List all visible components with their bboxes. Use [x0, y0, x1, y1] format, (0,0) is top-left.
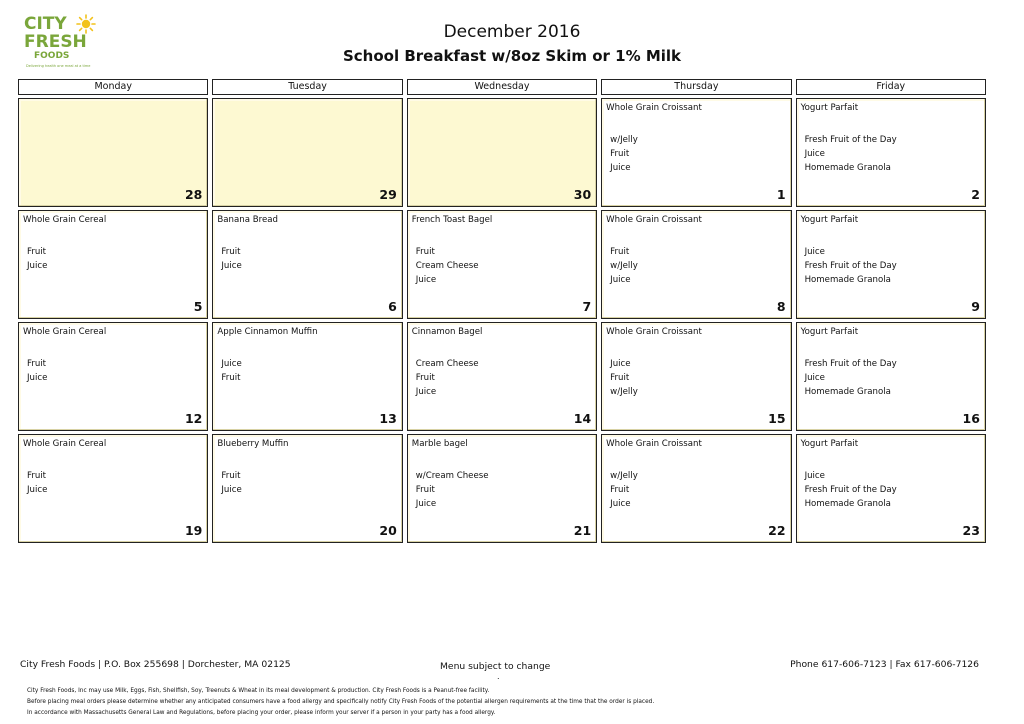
main-dish: Banana Bread: [217, 215, 278, 225]
side-item: Juice: [221, 485, 242, 496]
side-items: [27, 245, 47, 273]
contact-phone-fax: Phone 617-606-7123 | Fax 617-606-7126: [790, 659, 979, 670]
date-number: 19: [184, 523, 203, 538]
week-row: [18, 98, 986, 207]
main-dish: Whole Grain Croissant: [606, 103, 702, 113]
side-items: [416, 245, 479, 288]
side-item: Fresh Fruit of the Day: [804, 359, 897, 369]
date-number: 8: [776, 299, 786, 314]
week-row: [18, 210, 986, 319]
side-item: Juice: [610, 499, 631, 510]
side-item: Juice: [804, 247, 825, 257]
weekday-header-friday: Friday: [796, 79, 986, 95]
main-dish: Yogurt Parfait: [800, 327, 859, 337]
side-items: [221, 245, 241, 273]
day-cell-thursday: [601, 210, 791, 319]
side-items: [805, 133, 897, 176]
date-number: 9: [971, 299, 980, 314]
main-dish: Whole Grain Cereal: [23, 327, 107, 337]
date-number: 23: [962, 523, 980, 538]
side-item: Fresh Fruit of the Day: [804, 135, 897, 145]
day-cell-thursday: [601, 434, 791, 543]
day-cell-tuesday: [212, 210, 402, 319]
main-dish: Blueberry Muffin: [217, 439, 289, 449]
side-items: [221, 469, 241, 497]
side-item: w/Jelly: [610, 387, 638, 398]
side-item: Cream Cheese: [415, 359, 479, 369]
side-items: [805, 245, 897, 288]
side-item: Fruit: [221, 247, 241, 257]
date-number: 13: [379, 411, 397, 426]
date-number: 1: [776, 187, 786, 202]
date-number: 5: [193, 299, 203, 314]
day-cell-friday: [796, 322, 986, 431]
day-cell-tuesday: [212, 434, 402, 543]
main-dish: French Toast Bagel: [411, 215, 493, 225]
allergen-disclaimer: [27, 686, 654, 719]
side-item: Fresh Fruit of the Day: [804, 485, 897, 496]
side-item: Fruit: [221, 373, 241, 384]
main-dish: Whole Grain Croissant: [606, 439, 702, 449]
side-items: [610, 357, 638, 400]
side-item: Fruit: [610, 485, 630, 496]
weekday-header-tuesday: Tuesday: [212, 79, 402, 95]
date-number: 15: [768, 411, 786, 426]
week-row: [18, 434, 986, 543]
side-item: Juice: [804, 471, 825, 481]
date-number: 14: [573, 411, 592, 426]
main-dish: Apple Cinnamon Muffin: [217, 327, 318, 337]
side-item: Juice: [415, 275, 437, 286]
date-number: 20: [379, 523, 397, 538]
side-items: [27, 357, 47, 385]
date-number: 21: [573, 523, 592, 538]
company-address: City Fresh Foods | P.O. Box 255698 | Dorchester, MA 02125: [20, 659, 291, 670]
side-item: Fruit: [610, 247, 630, 257]
date-number: 22: [768, 523, 786, 538]
date-number: 30: [573, 187, 592, 202]
side-item: Juice: [415, 387, 437, 398]
day-cell-friday: [796, 210, 986, 319]
side-item: Fruit: [27, 359, 47, 369]
day-cell-wednesday: [407, 322, 597, 431]
main-dish: Yogurt Parfait: [800, 439, 859, 449]
week-rows: [18, 98, 986, 543]
main-dish: Whole Grain Croissant: [606, 327, 702, 337]
weekday-header-monday: Monday: [18, 79, 208, 95]
main-dish: Yogurt Parfait: [800, 215, 859, 225]
menu-title: School Breakfast w/8oz Skim or 1% Milk: [342, 47, 682, 65]
footer-dot: .: [497, 672, 500, 681]
date-number: 16: [962, 411, 980, 426]
main-dish: Marble bagel: [411, 439, 468, 449]
date-number: 6: [388, 299, 397, 314]
menu-change-note: Menu subject to change: [440, 661, 551, 672]
side-item: Fruit: [415, 373, 435, 384]
day-cell-monday: [18, 210, 208, 319]
day-cell-tuesday: [212, 98, 402, 207]
date-number: 29: [379, 187, 397, 202]
main-dish: Whole Grain Cereal: [23, 439, 107, 449]
side-item: Juice: [610, 359, 631, 369]
side-item: Fruit: [415, 247, 435, 257]
side-item: Juice: [221, 261, 242, 272]
side-item: Juice: [804, 149, 825, 160]
side-item: Fruit: [610, 149, 630, 160]
side-items: [610, 469, 638, 512]
disclaimer-line: In accordance with Massachusetts General Law and Regulations, before placing your order, please inform your server if a person in your party has a food allergy.: [27, 710, 496, 716]
disclaimer-line: City Fresh Foods, Inc may use Milk, Eggs, Fish, Shellfish, Soy, Treenuts & Wheat in its meal development & production. City Fresh Foods is a Peanut-free facility.: [27, 688, 490, 694]
side-item: Juice: [804, 373, 825, 384]
side-items: [805, 469, 897, 512]
side-item: w/Jelly: [610, 135, 638, 145]
side-item: Homemade Granola: [804, 387, 891, 398]
day-cell-tuesday: [212, 322, 402, 431]
side-item: Juice: [415, 499, 437, 510]
day-cell-monday: [18, 322, 208, 431]
side-items: [610, 245, 638, 288]
date-number: 12: [184, 411, 203, 426]
side-item: w/Jelly: [610, 261, 638, 272]
day-cell-monday: [18, 98, 208, 207]
side-items: [805, 357, 897, 400]
side-item: Fruit: [221, 471, 241, 481]
side-items: [416, 357, 479, 400]
side-item: Homemade Granola: [804, 499, 891, 510]
side-item: w/Cream Cheese: [415, 471, 489, 481]
menu-calendar: [18, 79, 986, 543]
date-number: 2: [971, 187, 980, 202]
main-dish: Cinnamon Bagel: [411, 327, 483, 337]
day-cell-thursday: [601, 322, 791, 431]
side-item: Fruit: [27, 247, 47, 257]
main-dish: Yogurt Parfait: [800, 103, 859, 113]
side-item: Juice: [610, 275, 631, 286]
side-item: Fruit: [27, 471, 47, 481]
day-cell-wednesday: [407, 434, 597, 543]
side-item: w/Jelly: [610, 471, 638, 481]
weekday-header-row: [18, 79, 986, 95]
side-item: Homemade Granola: [804, 163, 891, 174]
day-cell-wednesday: [407, 98, 597, 207]
side-item: Cream Cheese: [415, 261, 479, 272]
side-item: Juice: [27, 261, 48, 272]
weekday-header-thursday: Thursday: [601, 79, 791, 95]
logo-tagline: Delivering health one meal at a time: [26, 64, 91, 68]
side-item: Juice: [221, 359, 242, 369]
main-dish: Whole Grain Croissant: [606, 215, 702, 225]
side-item: Juice: [27, 373, 48, 384]
side-item: Homemade Granola: [804, 275, 891, 286]
logo-word-foods: FOODS: [34, 51, 70, 61]
side-items: [610, 133, 638, 176]
weekday-header-wednesday: Wednesday: [407, 79, 597, 95]
side-item: Fruit: [610, 373, 630, 384]
day-cell-friday: [796, 98, 986, 207]
day-cell-thursday: [601, 98, 791, 207]
logo-word-fresh: FRESH: [24, 32, 87, 52]
side-item: Juice: [27, 485, 48, 496]
week-row: [18, 322, 986, 431]
day-cell-friday: [796, 434, 986, 543]
side-items: [27, 469, 47, 497]
side-items: [221, 357, 241, 385]
date-number: 28: [184, 187, 203, 202]
date-number: 7: [582, 299, 592, 314]
side-items: [416, 469, 489, 512]
disclaimer-line: Before placing meal orders please determine whether any anticipated consumers have a food allergy and specifically notify City Fresh Foods of the potential allergen requirements at the time that the order is placed.: [27, 699, 655, 705]
side-item: Fresh Fruit of the Day: [804, 261, 897, 272]
day-cell-monday: [18, 434, 208, 543]
day-cell-wednesday: [407, 210, 597, 319]
side-item: Juice: [610, 163, 631, 174]
month-title: December 2016: [443, 22, 581, 42]
logo-word-city: CITY: [24, 14, 67, 34]
main-dish: Whole Grain Cereal: [23, 215, 107, 225]
side-item: Fruit: [415, 485, 435, 496]
